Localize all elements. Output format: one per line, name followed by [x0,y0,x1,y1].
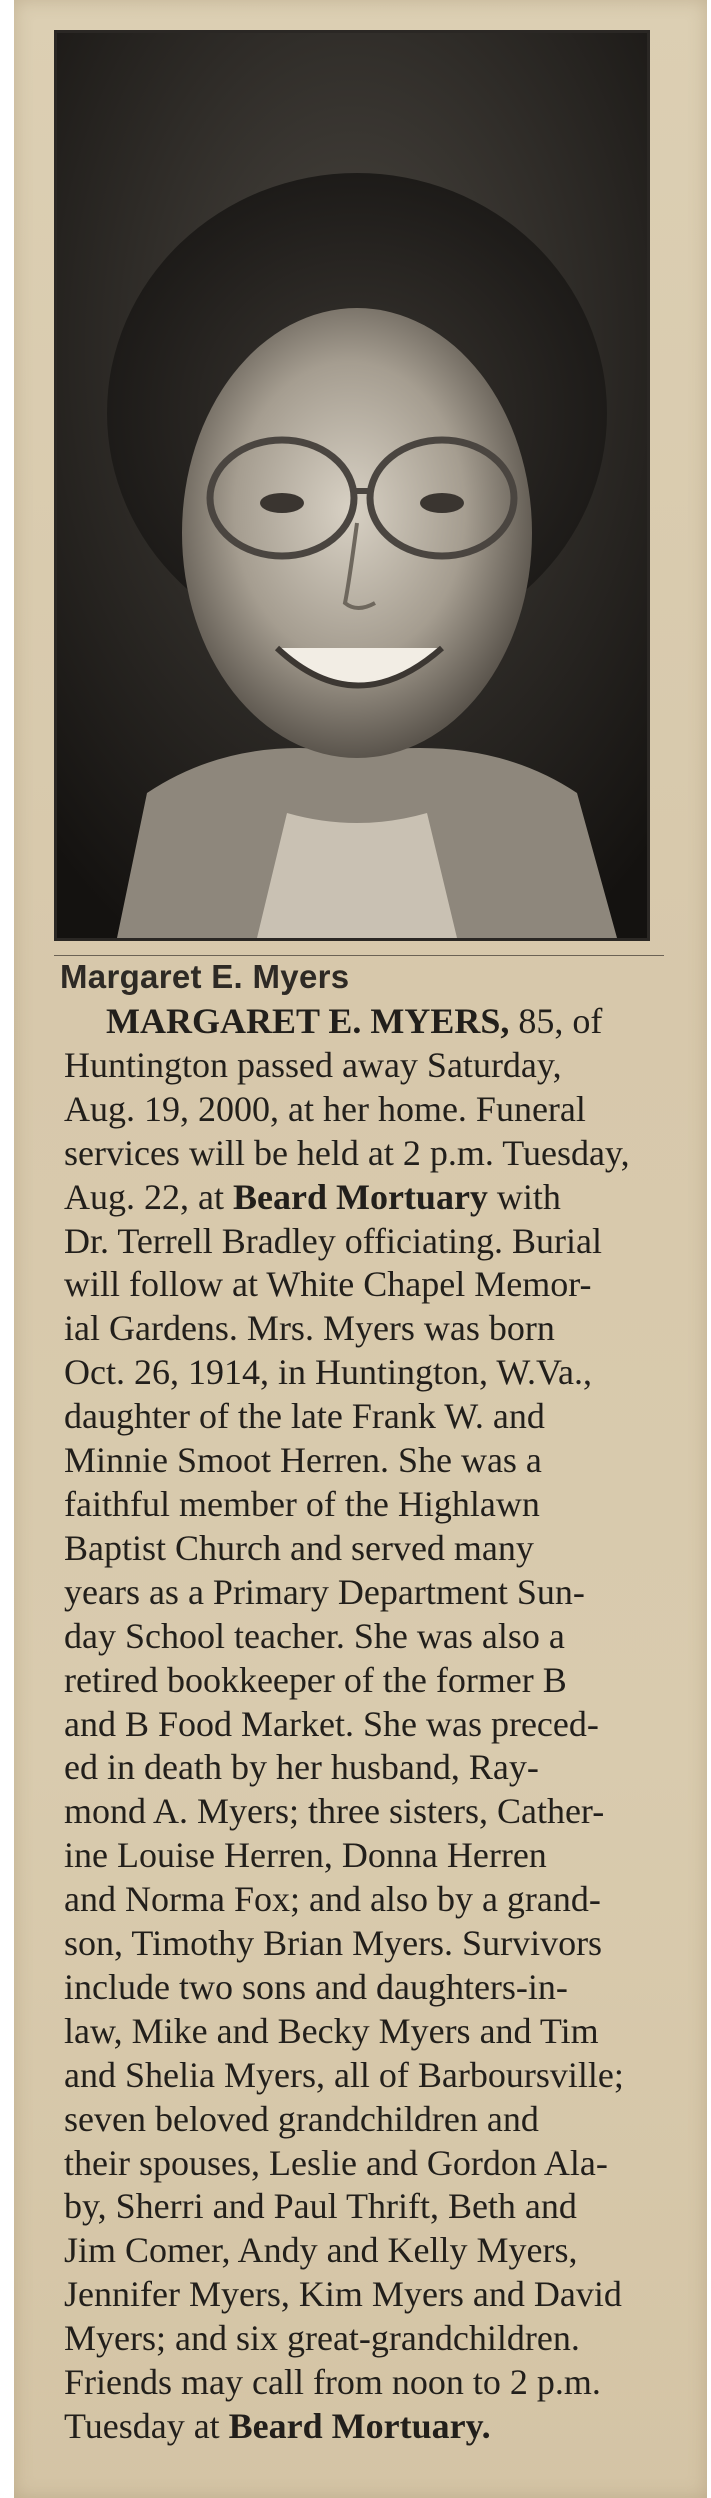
portrait-photo [54,30,650,941]
body-line: mond A. Myers; three sisters, Cather- [64,1791,605,1832]
body-line: Tuesday at Beard Mortuary. [64,2406,491,2446]
body-line: Minnie Smoot Herren. She was a [64,1440,542,1481]
mortuary-name: Beard Mortuary [232,1176,488,1217]
mortuary-name: Beard Mortuary. [228,2406,491,2446]
body-line: ine Louise Herren, Donna Herren [64,1835,547,1876]
body-line: Oct. 26, 1914, in Huntington, W.Va., [64,1352,592,1393]
body-line: retired bookkeeper of the former B [64,1659,567,1700]
body-line: Jim Comer, Andy and Kelly Myers, [64,2230,578,2271]
body-line: Dr. Terrell Bradley officiating. Burial [64,1220,602,1261]
body-line: faithful member of the Highlawn [64,1483,540,1524]
body-line: ed in death by her husband, Ray- [64,1747,539,1788]
body-line: include two sons and daughters-in- [64,1966,568,2007]
body-line: and Norma Fox; and also by a grand- [64,1879,601,1920]
portrait-image [57,33,647,938]
body-line: ial Gardens. Mrs. Myers was born [64,1308,555,1349]
obituary-body [64,1000,679,2449]
body-line: and Shelia Myers, all of Barboursville; [64,2054,624,2095]
obituary-headline: Margaret E. Myers [60,958,350,995]
body-line: Baptist Church and served many [64,1527,534,1568]
body-line: their spouses, Leslie and Gordon Ala- [64,2142,608,2183]
body-line: by, Sherri and Paul Thrift, Beth and [64,2186,577,2227]
body-line: son, Timothy Brian Myers. Survivors [64,1923,603,1964]
body-line: services will be held at 2 p.m. Tuesday, [64,1132,630,1173]
body-line: will follow at White Chapel Memor- [64,1264,592,1305]
newspaper-clipping [14,0,707,2498]
body-line: Aug. 19, 2000, at her home. Funeral [64,1088,586,1129]
body-line: Huntington passed away Saturday, [64,1044,562,1085]
deceased-name: MARGARET E. MYERS, [106,1001,510,1041]
body-line: Aug. 22, at Beard Mortuary with [64,1176,561,1217]
body-line: law, Mike and Becky Myers and Tim [64,2010,599,2051]
body-line: and B Food Market. She was preced- [64,1703,599,1744]
body-line: day School teacher. She was also a [64,1615,565,1656]
body-line: Jennifer Myers, Kim Myers and David [64,2274,622,2315]
body-line: Myers; and six great-grandchildren. [64,2318,580,2359]
divider-rule [54,955,664,956]
body-line: daughter of the late Frank W. and [64,1396,545,1437]
body-line: Friends may call from noon to 2 p.m. [64,2362,601,2403]
body-line: years as a Primary Department Sun- [64,1571,585,1612]
body-line: seven beloved grandchildren and [64,2098,539,2139]
body-line: MARGARET E. MYERS, 85, of [106,1001,603,1041]
